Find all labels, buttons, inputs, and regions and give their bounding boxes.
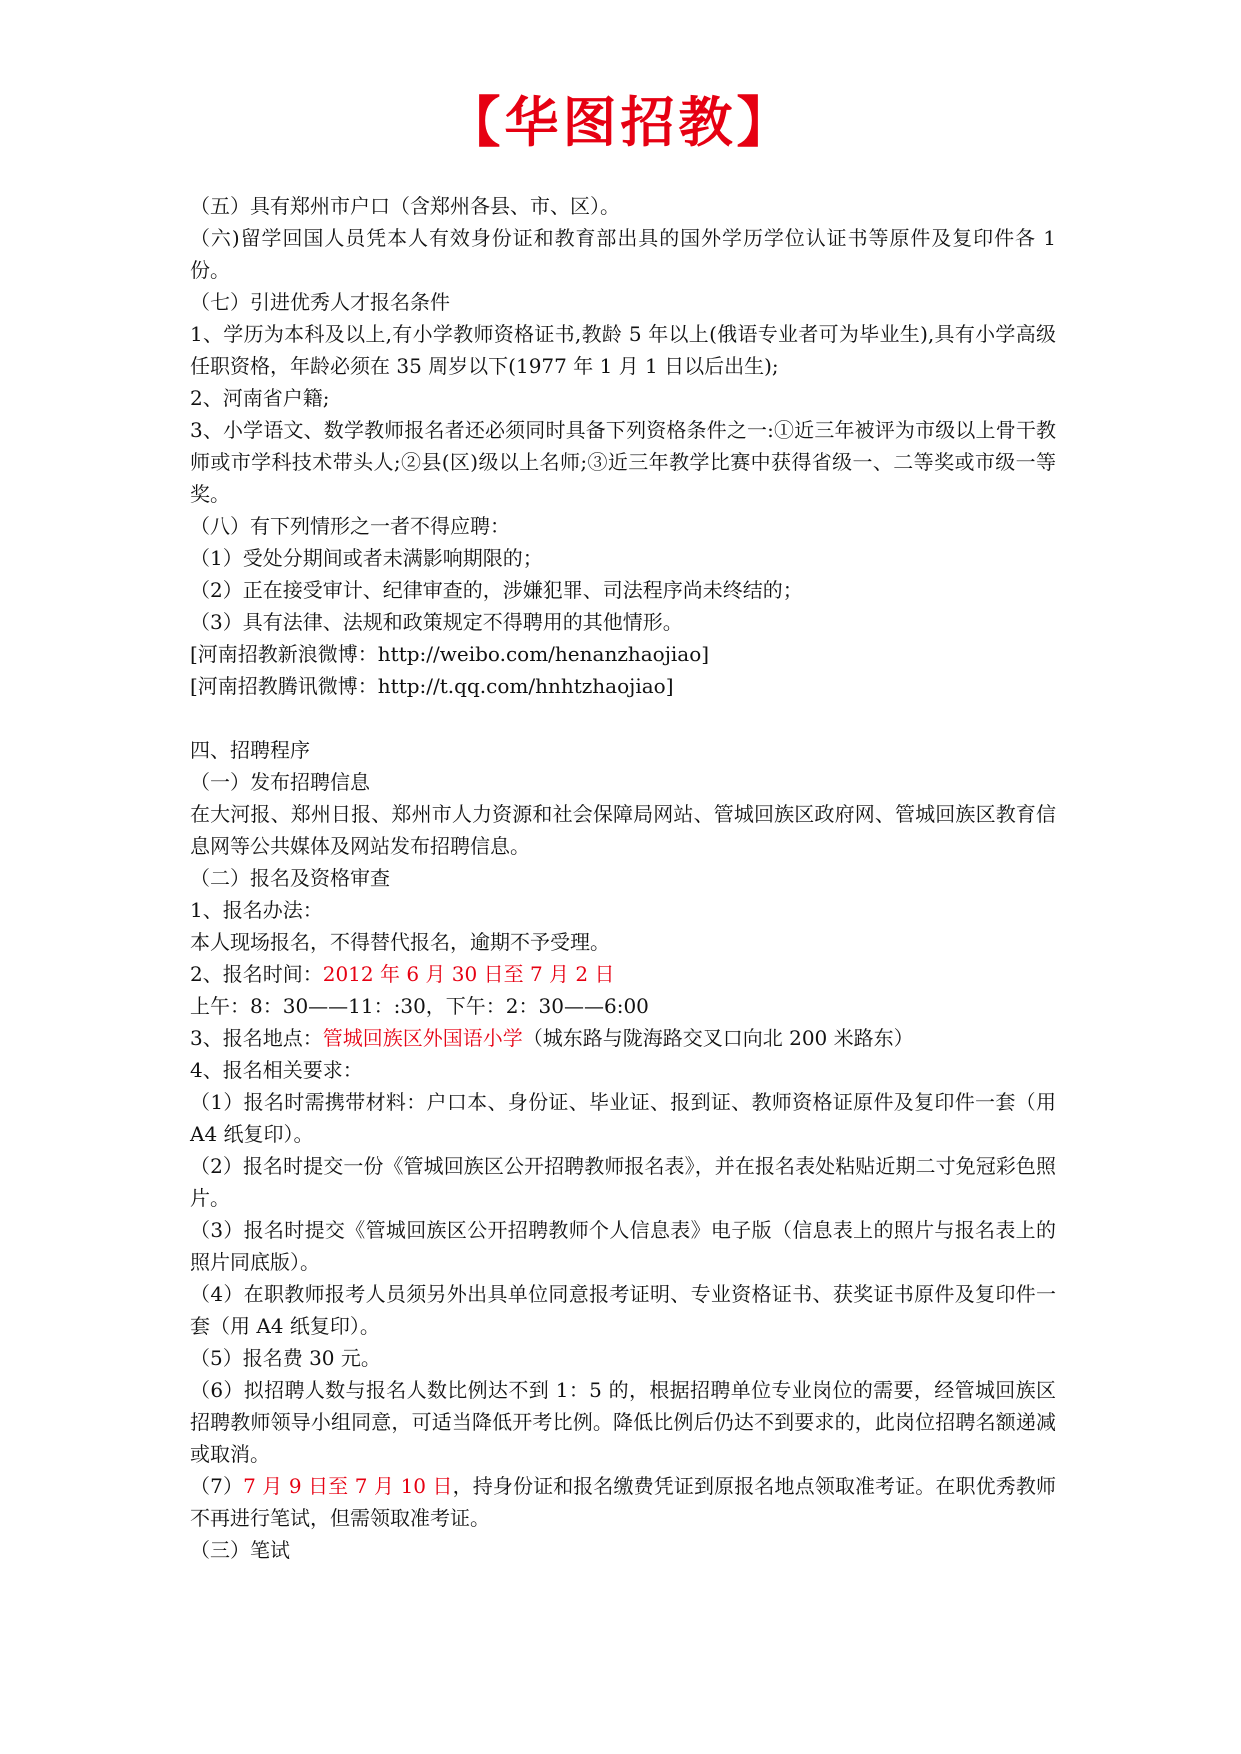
- text-span: 3、报名地点：: [190, 1026, 323, 1050]
- paragraph-line: [190, 1022, 1056, 1054]
- paragraph-line: [河南招教腾讯微博：http://t.qq.com/hnhtzhaojiao]: [190, 674, 674, 698]
- paragraph-line: （1）报名时需携带材料：户口本、身份证、毕业证、报到证、教师资格证原件及复印件一套（用 A4 纸复印）。: [190, 1090, 1056, 1146]
- paragraph-line: 3、小学语文、数学教师报名者还必须同时具备下列资格条件之一:①近三年被评为市级以上骨干教师或市学科技术带头人;②县(区)级以上名师;③近三年教学比赛中获得省级一、二等奖或市级一等奖。: [190, 418, 1056, 506]
- paragraph-line: （八）有下列情形之一者不得应聘：: [190, 514, 510, 538]
- paragraph-line: （3）报名时提交《管城回族区公开招聘教师个人信息表》电子版（信息表上的照片与报名表上的照片同底版）。: [190, 1218, 1056, 1274]
- paragraph-line: 1、报名办法：: [190, 898, 323, 922]
- paragraph-line: （一）发布招聘信息: [190, 770, 370, 794]
- paragraph-line: （六)留学回国人员凭本人有效身份证和教育部出具的国外学历学位认证书等原件及复印件各 1 份。: [190, 226, 1056, 282]
- paragraph-line: 2、河南省户籍;: [190, 386, 330, 410]
- paragraph-line: （三）笔试: [190, 1538, 290, 1562]
- paragraph-line: （七）引进优秀人才报名条件: [190, 290, 450, 314]
- paragraph-line: 1、学历为本科及以上,有小学教师资格证书,教龄 5 年以上(俄语专业者可为毕业生),具有小学高级任职资格，年龄必须在 35 周岁以下(1977 年 1 月 1 日以后出生);: [190, 322, 1056, 378]
- paragraph-line: （二）报名及资格审查: [190, 866, 390, 890]
- paragraph-line: （4）在职教师报考人员须另外出具单位同意报考证明、专业资格证书、获奖证书原件及复印件一套（用 A4 纸复印）。: [190, 1282, 1056, 1338]
- paragraph-line: （6）拟招聘人数与报名人数比例达不到 1：5 的，根据招聘单位专业岗位的需要，经管城回族区招聘教师领导小组同意，可适当降低开考比例。降低比例后仍达不到要求的，此岗位招聘名额递减或取消。: [190, 1378, 1056, 1466]
- paragraph-line: （2）报名时提交一份《管城回族区公开招聘教师报名表》，并在报名表处粘贴近期二寸免冠彩色照片。: [190, 1154, 1056, 1210]
- paragraph-line: [190, 1470, 1056, 1534]
- paragraph-line: （5）报名费 30 元。: [190, 1346, 381, 1370]
- paragraph-line: [河南招教新浪微博：http://weibo.com/henanzhaojiao]: [190, 642, 710, 666]
- document-body: [190, 190, 1056, 1566]
- paragraph-line: 四、招聘程序: [190, 738, 310, 762]
- paragraph-spacer: [190, 702, 1056, 734]
- paragraph-line: [190, 958, 1056, 990]
- text-span: 2、报名时间：: [190, 962, 323, 986]
- paragraph-line: 本人现场报名，不得替代报名，逾期不予受理。: [190, 930, 610, 954]
- paragraph-line: 4、报名相关要求：: [190, 1058, 363, 1082]
- text-span: （城东路与陇海路交叉口向北 200 米路东）: [522, 1026, 914, 1050]
- highlighted-text: 管城回族区外国语小学: [322, 1026, 523, 1050]
- paragraph-line: （五）具有郑州市户口（含郑州各县、市、区）。: [190, 194, 620, 218]
- text-span: ，持身份证和报名缴费凭证到原报名地点领取准考证。在职优秀教师不再进行笔试，但需领取准考证。: [190, 1474, 1056, 1530]
- text-span: （7）: [190, 1474, 244, 1498]
- highlighted-text: 7 月 9 日至 7 月 10 日: [243, 1474, 453, 1498]
- highlighted-text: 2012 年 6 月 30 日至 7 月 2 日: [322, 962, 615, 986]
- paragraph-line: （2）正在接受审计、纪律审查的，涉嫌犯罪、司法程序尚未终结的；: [190, 578, 803, 602]
- paragraph-line: （1）受处分期间或者未满影响期限的；: [190, 546, 543, 570]
- paragraph-line: （3）具有法律、法规和政策规定不得聘用的其他情形。: [190, 610, 683, 634]
- paragraph-line: 在大河报、郑州日报、郑州市人力资源和社会保障局网站、管城回族区政府网、管城回族区教育信息网等公共媒体及网站发布招聘信息。: [190, 802, 1056, 858]
- page-title: 【华图招教】: [446, 91, 795, 154]
- paragraph-line: 上午：8：30——11：:30，下午：2：30——6:00: [190, 994, 649, 1018]
